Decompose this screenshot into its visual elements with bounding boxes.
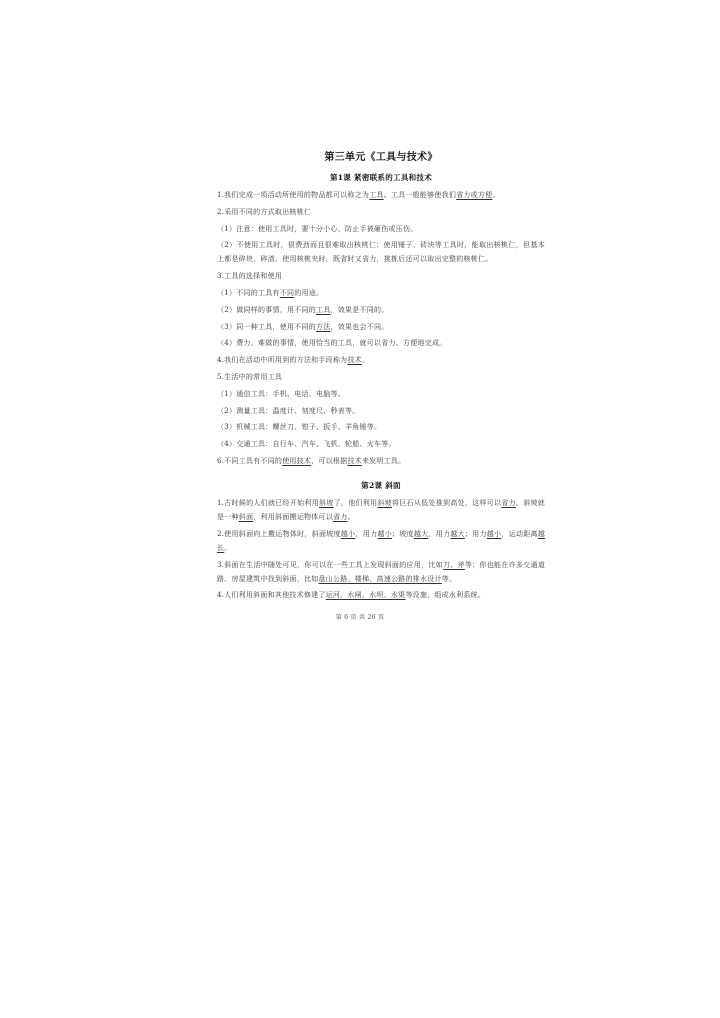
text-run: 2.使用斜面向上搬运物体时，斜面坡度 — [217, 529, 341, 538]
text-run: 来发明工具。 — [361, 456, 406, 465]
text-run: （1）不同的工具有 — [217, 288, 280, 297]
text-run: ，效果也会不同。 — [330, 322, 389, 331]
lesson-1-item-14 — [217, 420, 545, 434]
lesson-2-section — [217, 479, 545, 602]
text-run: ；坡度 — [391, 529, 414, 538]
lesson-1-content — [217, 188, 545, 468]
underlined-key-term: 斜坡 — [377, 498, 392, 507]
lesson-1-item-7 — [217, 303, 545, 317]
underlined-key-term: 刀、斧 — [442, 560, 465, 569]
text-run: 5.生活中的常用工具 — [217, 372, 283, 381]
text-run: 1.我们完成一项活动所使用的物品都可以称之为 — [217, 191, 370, 199]
underlined-key-term: 使用技术 — [282, 456, 312, 465]
underlined-key-term: 运河、水闸、水坝、水渠 — [325, 591, 406, 600]
lesson-2-item-3 — [217, 558, 545, 586]
text-run: 等设施，组成水利系统。 — [405, 591, 486, 600]
text-run: 4.我们在活动中所用到的方法和手段称为 — [217, 356, 348, 365]
lesson-1-item-9 — [217, 336, 545, 350]
page-number: 第 6 页 共 26 页 — [335, 614, 385, 621]
text-run: （4）交通工具：自行车、汽车、飞机、轮船、火车等。 — [217, 440, 396, 449]
lesson-1-item-12 — [217, 387, 545, 401]
lesson-2-title: 第2课 斜面 — [361, 480, 401, 490]
text-run: 将巨石从低处推到高处，这样可以 — [391, 498, 502, 507]
text-run: ，利用斜面搬运物体可以 — [253, 512, 333, 521]
text-run: ，可以根据 — [311, 456, 348, 465]
underlined-key-term: 盘山公路、楼梯、高速公路的排水设计 — [318, 574, 442, 583]
underlined-key-term: 越小 — [486, 529, 502, 538]
underlined-key-term: 越长 — [217, 529, 546, 552]
lesson-1-item-5 — [217, 269, 545, 283]
underlined-key-term: 方法 — [315, 322, 331, 331]
lesson-1-item-13 — [217, 404, 545, 418]
unit-title: 第三单元《工具与技术》 — [324, 152, 438, 163]
text-run: （1）注意：使用工具时，要十分小心，防止手被砸伤或压伤。 — [217, 224, 418, 233]
lesson-2-content — [217, 496, 545, 602]
text-run: ；用力 — [464, 529, 487, 538]
underlined-key-term: 越小 — [377, 529, 392, 538]
text-run: 了，他们利用 — [333, 498, 378, 507]
text-run: 6.不同工具有不同的 — [217, 456, 283, 465]
text-run: 。 — [492, 191, 500, 199]
lesson-1-item-16 — [217, 454, 545, 468]
lesson-1-item-8 — [217, 320, 545, 334]
text-run: 。 — [361, 356, 370, 365]
lesson-2-item-4 — [217, 588, 545, 602]
text-run: 。 — [347, 512, 355, 521]
underlined-key-term: 越小 — [340, 529, 356, 538]
text-run: ，用力 — [428, 529, 451, 538]
text-run: 的用途。 — [294, 288, 324, 297]
lesson-1-item-10 — [217, 353, 545, 367]
lesson-1-item-1 — [217, 188, 545, 202]
text-run: 3.工具的选择和使用 — [217, 272, 283, 281]
text-run: 3.斜面在生活中随处可见，你可以在一些工具上发现斜面的应用，比如 — [217, 560, 443, 569]
underlined-key-term: 技术 — [347, 356, 362, 365]
lesson-1-item-3 — [217, 222, 545, 236]
text-run: 。 — [224, 543, 232, 552]
underlined-key-term: 不同 — [279, 288, 295, 297]
text-run: ，效果是不同的。 — [330, 305, 389, 314]
text-run: ，用力 — [355, 529, 378, 538]
lesson-2-item-2 — [217, 527, 545, 555]
text-run: （2）测量工具：温度计、刻度尺、秒表等。 — [217, 406, 360, 415]
text-run: （3）机械工具：螺丝刀、钳子、扳手、羊角锤等。 — [217, 423, 382, 432]
text-run: 等。 — [441, 574, 457, 583]
lesson-1-item-2 — [217, 205, 545, 219]
text-run: ，运动距离 — [501, 529, 538, 538]
lesson-2-item-1 — [217, 496, 545, 524]
underlined-key-term: 技术 — [347, 456, 362, 465]
underlined-key-term: 斜面 — [238, 512, 254, 521]
underlined-key-term: 省力 — [333, 512, 348, 521]
lesson-1-item-6 — [217, 286, 545, 300]
lesson-1-title: 第1课 紧密联系的工具和技术 — [329, 173, 433, 182]
underlined-key-term: 斜坡 — [319, 498, 334, 507]
text-run: 。工具一般能够使我们 — [383, 191, 457, 199]
lesson-1-item-15 — [217, 437, 545, 451]
lesson-1-item-11 — [217, 370, 545, 384]
text-run: （3）同一种工具，使用不同的 — [217, 322, 316, 331]
underlined-key-term: 省力 — [501, 498, 516, 507]
text-run: 等；你也能在许多交通道路、房屋建筑中找到斜面，比如 — [217, 560, 546, 583]
text-run: （1）通信工具：手机、电话、电脑等。 — [217, 389, 345, 398]
underlined-key-term: 工具 — [315, 305, 331, 314]
text-run: 。斜坡就是一种 — [217, 498, 546, 521]
text-run: （2）做同样的事情，用不同的 — [217, 305, 316, 314]
underlined-key-term: 工具 — [369, 191, 384, 199]
document-body — [217, 151, 545, 605]
text-run: 2.采用不同的方式取出核桃仁 — [217, 207, 312, 216]
lesson-1-section — [217, 171, 545, 468]
lesson-1-item-4 — [217, 238, 545, 266]
underlined-key-term: 越大 — [413, 529, 429, 538]
text-run: 1.古时候的人们就已经开始利用 — [217, 498, 320, 507]
text-run: 4.人们利用斜面和其他技术修建了 — [217, 591, 326, 600]
underlined-key-term: 越大 — [450, 529, 465, 538]
text-run: （4）费力、难做的事情，使用恰当的工具，就可以省力、方便地完成。 — [217, 339, 447, 348]
text-run: （2）不使用工具时，很费劲而且很难取出核桃仁；使用锤子、砖块等工具时，能取出核桃仁，但基本上都是碎块、碎渣。使用核桃夹时，既省时又省力，挑拣后还可以取出完整的核桃仁。 — [217, 241, 545, 264]
underlined-key-term: 省力或方便 — [456, 191, 493, 199]
